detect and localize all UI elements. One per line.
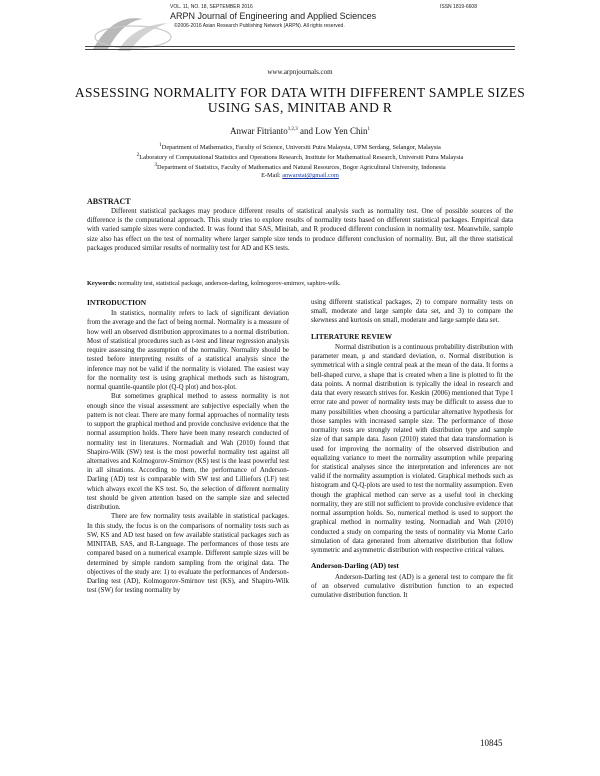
keywords-label: Keywords: [87, 280, 117, 287]
keywords [87, 280, 513, 288]
right-column [311, 298, 513, 600]
volume-info: VOL. 11, NO. 18, SEPTEMBER 2016 [170, 4, 253, 10]
header-rule-top [85, 46, 515, 47]
affiliation-3-sup: 3 [154, 162, 157, 168]
anderson-darling-heading: Anderson-Darling (AD) test [311, 561, 399, 571]
introduction-heading: INTRODUCTION [87, 298, 147, 307]
left-column [87, 298, 289, 596]
email-label: E-Mail: [261, 172, 283, 179]
author-1-sup: 1,2,3 [287, 127, 298, 132]
header-rule-bottom [85, 49, 515, 50]
author-2: and Low Yen Chin [297, 126, 368, 136]
email-line [0, 172, 600, 180]
page-number: 10845 [480, 738, 503, 748]
paper-title-line-2: USING SAS, MINITAB AND R [207, 100, 393, 115]
journal-name: ARPN Journal of Engineering and Applied Sciences [170, 11, 377, 21]
anderson-darling-paragraph: Anderson-Darling test (AD) is a general test to compare the fit of an observed cumulative distribution function to an expected cumulative distribution function. It [311, 573, 513, 600]
literature-paragraph: Normal distribution is a continuous probability distribution with parameter mean, μ and standard deviation, σ. Normal distribution is symmetrical with a single central peak at the mean of the data. It forms a bell-shaped curve, a shape that is created when a line is plotted to fit the data points. A normal distribution is typically the ideal in research and data that every research strives for. Keskin (2006) mentioned that Type I error rate and power of normality tests may be difficult to assess due to many possibilities when choosing a particular alternative hypothesis for those samples with increased sample size. The performance of those normality tests are strongly related with distribution type and sample size of that sample data. Jason (2010) stated that data transformation is used for improving the normality of the observed distribution and equalizing variance to meet the normality assumption while preparing for statistical analyses since the interpretation and inferences are not valid if the normality assumption is violated. Graphical methods such as histogram and Q-Q-plots are used to test the normality assumption. Even though the graphical method can serve as a useful tool in checking normality, they are still not sufficient to provide conclusive evidence that normal assumption holds. So, numerical method is used to support the graphical method in normality testing. Normadiah and Wah (2010) conducted a study on comparing the tests of normality via Monte Carlo simulation of data generated from alternative distribution that follow symmetric and asymmetric distribution with respective critical values. [311, 343, 513, 555]
affiliation-2-text: Laboratory of Computational Statistics and Operations Research, Institute for Mathematical Research, Universiti Putra Malaysia [139, 154, 464, 162]
literature-review-heading: LITERATURE REVIEW [311, 331, 392, 341]
intro-paragraph-2: But sometimes graphical method to assess normality is not enough since the visual assessment are subjective especially when the pattern is not clear. There are many formal approaches of normality tests to support the graphical method and provide conclusive evidence that the normal assumption holds. There have been many research conducted of normality test in literatures. Normadiah and Wah (2010) found that Shapiro-Wilk (SW) test is the most powerful normality test against all alternatives and Kolmogorov-Smirnov (KS) test is the least powerful test in all situations. According to them, the performance of Anderson-Darling (AD) test is comparable with SW test and Lilliefors (LF) test which always excel the KS test. So, the selection of different normality test should be given attention based on the sample size and selected distribution. [87, 393, 289, 512]
author-line [0, 126, 600, 136]
author-2-sup: 1 [367, 127, 370, 132]
affiliation-1-sup: 1 [159, 142, 162, 148]
intro-paragraph-1: In statistics, normality refers to lack of significant deviation from the average and the fact of being normal. Normality is a measure of how well an observed distribution approximates to a normal distribution. Most of statistical procedures such as t-test and linear regression analysis require assessing the assumption of the normality. Normality should be tested before interpreting results of a statistical analysis since the inference may not be valid if the normality is violated. The easiest way for the normality test is using graphical methods such as histogram, normal quantile-quantile plot (Q-Q plot) and box-plot. [87, 310, 289, 392]
affiliation-3 [0, 161, 600, 172]
copyright: ©2006-2016 Asian Research Publishing Network (ARPN). All rights reserved. [174, 23, 345, 29]
abstract-heading: ABSTRACT [87, 197, 131, 206]
abstract-text: Different statistical packages may produce different results of statistical analysis such as normality test. One of possible sources of the difference is the computational approach. This study tries to explore results of normality tests based on different statistical packages. Empirical data with varied sample sizes were conducted. It was found that SAS, Minitab, and R produced different conclusion in normality test. Meanwhile, sample size also has effect on the test of normality where larger sample size tends to produce different conclusion of normality. But, all the three statistical packages produced similar results of normality test for AD and KS tests. [87, 207, 513, 252]
paper-title-line-1: ASSESSING NORMALITY FOR DATA WITH DIFFERENT SAMPLE SIZES [74, 85, 526, 100]
affiliation-3-text: Department of Statistics, Faculty of Mathematics and Natural Resources, Bogor Agricultural University, Indonesia [156, 164, 446, 172]
objectives-continued: using different statistical packages, 2) to compare normality tests on small, moderate and large sample data set, and 3) to compare the skewness and kurtosis on small, moderate and large sample data set. [311, 299, 513, 325]
intro-paragraph-3: There are few normality tests available in statistical packages. In this study, the focus is on the comparisons of normality tests such as SW, KS and AD test based on few available statistical packages such as MINITAB, SAS, and R-Language. The performances of those tests are compared based on a numerical example. Different sample sizes will be determined by simple random sampling from the original data. The objectives of the study are: 1) to evaluate the performances of Anderson-Darling test (AD), Kolmogorov-Smirnov test (KS), and Shapiro-Wilk test (SW) for testing normality by [87, 513, 289, 595]
email-link[interactable]: anwarstat@gmail.com [282, 172, 339, 179]
journal-url[interactable]: www.arpnjournals.com [267, 68, 333, 76]
affiliation-1-text: Department of Mathematics, Faculty of Science, Universiti Putra Malaysia, UPM Serdang, Selangor, Malaysia [161, 144, 441, 152]
affiliation-2-sup: 2 [136, 152, 140, 158]
issn: ISSN 1819-6608 [440, 4, 477, 10]
keywords-text: normality test, statistical package, anderson-darling, kolmogorov-smirnov, saphiro-wilk. [116, 280, 341, 287]
author-1: Anwar Fitrianto [229, 126, 288, 136]
